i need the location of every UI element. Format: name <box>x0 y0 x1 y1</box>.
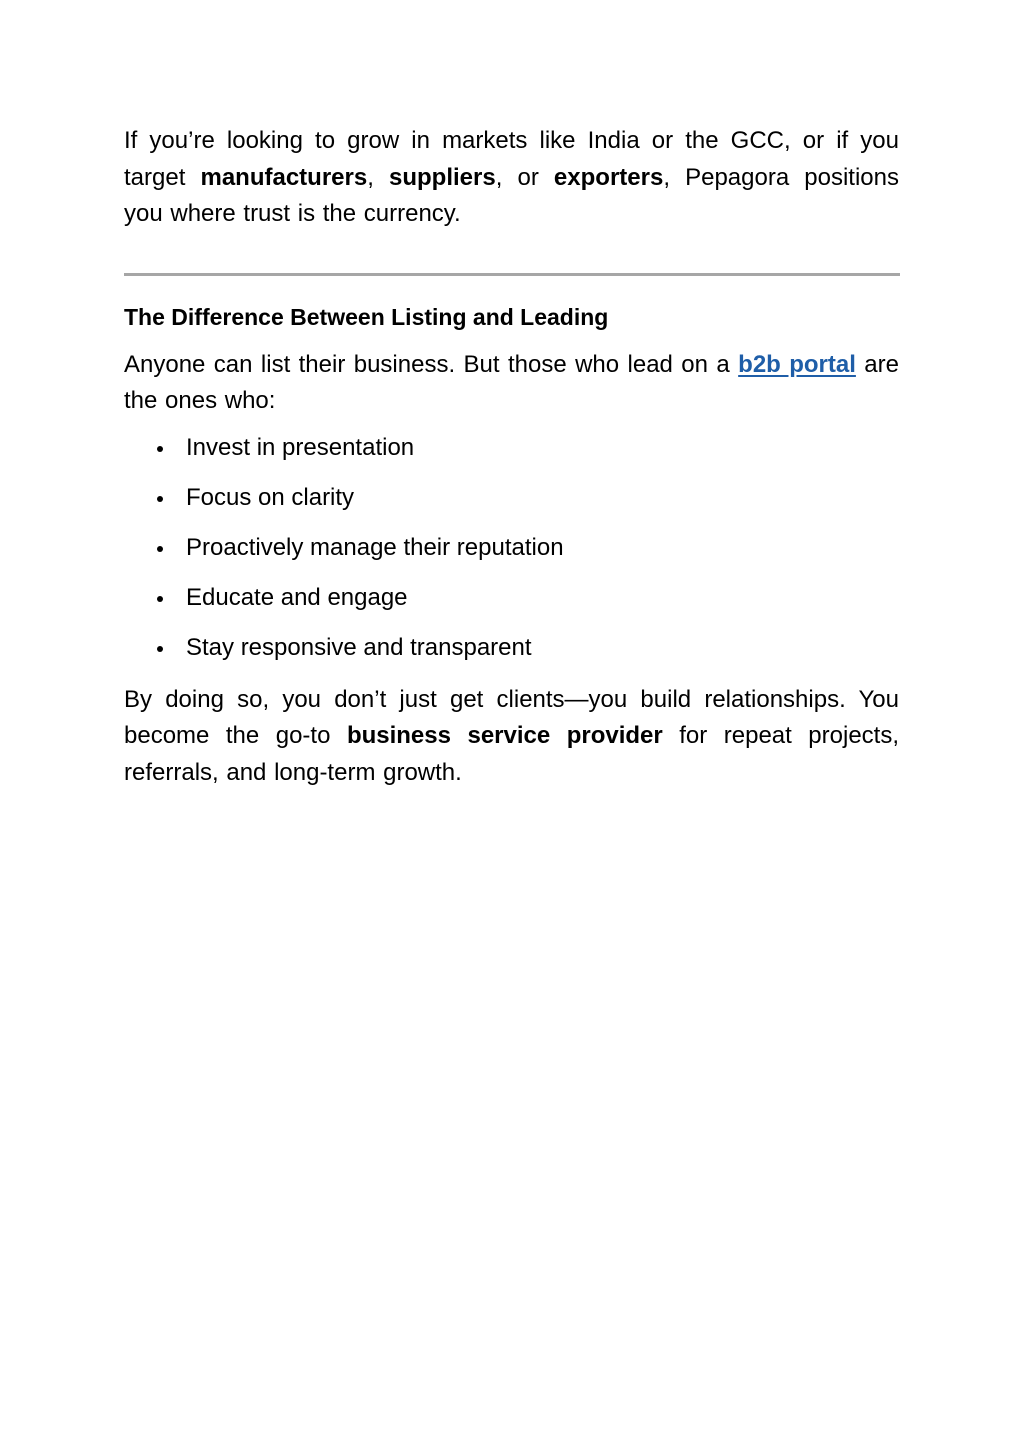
intro-text-2: , Pepagora positions you where trust is the currency. <box>124 163 899 227</box>
list-item-text: Proactively manage their reputation <box>186 533 564 561</box>
intro-separator-1: , <box>367 163 389 191</box>
document-content <box>124 123 899 791</box>
bullet-icon <box>157 446 163 452</box>
intro-separator-2: , or <box>495 163 554 191</box>
lead-text-before: Anyone can list their business. But those who lead on a <box>124 350 739 378</box>
bullet-icon <box>157 546 163 552</box>
bullet-icon <box>157 596 163 602</box>
bullet-icon <box>157 646 163 652</box>
keyword-suppliers: suppliers <box>389 163 496 191</box>
horizontal-divider <box>124 273 900 276</box>
closing-paragraph <box>124 682 899 792</box>
keyword-manufacturers: manufacturers <box>200 163 368 191</box>
closing-text-after: for repeat projects, referrals, and long-term growth. <box>124 722 899 786</box>
list-item-text: Invest in presentation <box>186 433 415 461</box>
b2b-portal-link[interactable]: b2b portal <box>738 350 856 378</box>
list-item <box>124 432 899 482</box>
list-item-text: Focus on clarity <box>186 483 355 511</box>
keyword-business-service-provider: business service provider <box>346 722 663 749</box>
closing-text-before: By doing so, you don’t just get clients—you build relationships. You become the go-to <box>124 685 899 749</box>
intro-paragraph <box>124 123 899 233</box>
list-item <box>124 582 899 632</box>
lead-text-after: are the ones who: <box>124 350 899 414</box>
bullet-icon <box>157 496 163 502</box>
keyword-exporters: exporters <box>553 163 664 191</box>
list-item <box>124 532 899 582</box>
list-item-text: Stay responsive and transparent <box>186 633 532 661</box>
list-item <box>124 482 899 532</box>
intro-text-1: If you’re looking to grow in markets like India or the GCC, or if you target <box>124 127 899 191</box>
list-item-text: Educate and engage <box>186 583 408 611</box>
lead-paragraph <box>124 347 899 420</box>
list-item <box>124 632 899 682</box>
section-heading: The Difference Between Listing and Leading <box>124 303 609 330</box>
bullet-list <box>124 432 899 682</box>
